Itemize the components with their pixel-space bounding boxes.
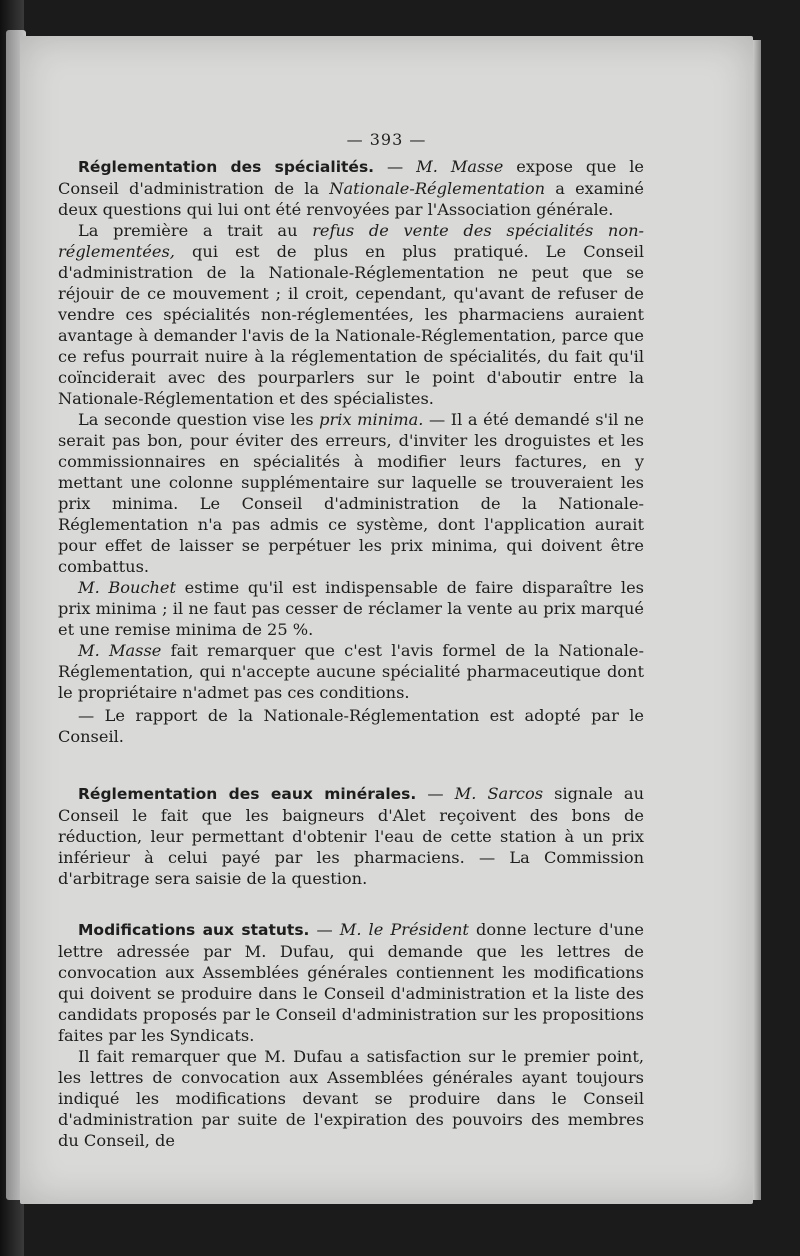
section-heading: Modifications aux statuts. (78, 921, 310, 939)
paragraph: — Le rapport de la Nationale-Réglementation est adopté par le Conseil. (58, 706, 644, 746)
paragraph: La première a trait au refus de vente des spécialités non-réglementées, qui est de plus en plus pratiqué. Le Conseil d'administration de la Nationale-Réglementation ne peut que se réjouir de ce mouvement ; il croit, cependant, qu'avant de refuser de vendre ces spécialités non-réglementées, les pharmaciens auraient avantage à demander l'avis de la Nationale-Réglementation, parce que ce refus pourrait nuire à la réglementation de spécialités, du fait qu'il coïnciderait avec des pourparlers sur le point d'aboutir entre la Nationale-Réglementation et des spécialistes. (58, 221, 644, 408)
paragraph: Il fait remarquer que M. Dufau a satisfaction sur le premier point, les lettres de convocation aux Assemblées générales ayant toujours indiqué les modifications devant se produire dans le Conseil d'administration par suite de l'expiration des pouvoirs des membres du Conseil, de (58, 1047, 644, 1150)
page-edge-right (753, 40, 761, 1200)
paragraph: M. Masse fait remarquer que c'est l'avis formel de la Nationale-Réglementation, qui n'accepte aucune spécialité pharmaceutique dont le propriétaire n'admet pas ces conditions. (58, 641, 644, 702)
page-text (58, 156, 644, 1151)
speaker-name: M. Bouchet (78, 578, 177, 597)
speaker-name: M. Masse (78, 641, 162, 660)
paragraph: M. Bouchet estime qu'il est indispensable de faire disparaître les prix minima ; il ne faut pas cesser de réclamer la vente au prix marqué et une remise minima de 25 %. (58, 578, 644, 639)
paragraph: Réglementation des spécialités. — M. Masse expose que le Conseil d'administration de la Nationale-Réglementation a examiné deux questions qui lui ont été renvoyées par l'Association générale. (58, 157, 644, 219)
speaker-name: M. Sarcos (454, 784, 544, 803)
page-number: — 393 — (346, 130, 427, 149)
paragraph: Réglementation des eaux minérales. — M. Sarcos signale au Conseil le fait que les baigneurs d'Alet reçoivent des bons de réduction, leur permettant d'obtenir l'eau de cette station à un prix inférieur à celui payé par les pharmaciens. — La Commission d'arbitrage sera saisie de la question. (58, 784, 645, 888)
paragraph: Modifications aux statuts. — M. le Président donne lecture d'une lettre adressée par M. Dufau, qui demande que les lettres de convocation aux Assemblées générales contiennent les modifications qui doivent se produire dans le Conseil d'administration et la liste des candidats proposés par le Conseil d'administration sur les propositions faites par les Syndicats. (58, 920, 644, 1045)
section-heading: Réglementation des eaux minérales. (78, 785, 417, 803)
paragraph: La seconde question vise les prix minima. — Il a été demandé s'il ne serait pas bon, pour éviter des erreurs, d'inviter les droguistes et les commissionnaires en spécialités à modifier leurs factures, en y mettant une colonne supplémentaire sur laquelle se trouveraient les prix minima. Le Conseil d'administration de la Nationale-Réglementation n'a pas admis ce système, dont l'application aurait pour effet de laisser se perpétuer les prix minima, qui doivent être combattus. (58, 410, 644, 576)
section-heading: Réglementation des spécialités. (78, 158, 375, 176)
speaker-name: M. Masse (416, 157, 504, 176)
speaker-name: M. le Président (339, 920, 469, 939)
